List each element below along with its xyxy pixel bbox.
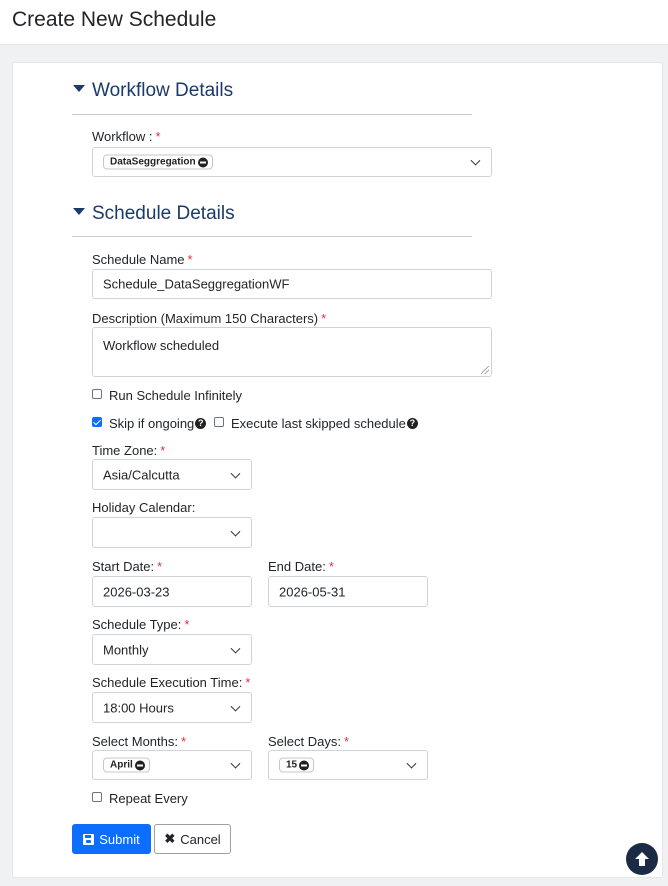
select-days-label: Select Days: * <box>268 734 350 749</box>
scroll-to-top-button[interactable] <box>626 843 658 875</box>
floppy-disk-icon <box>83 834 94 845</box>
remove-chip-icon[interactable] <box>198 157 208 167</box>
workflow-chip: DataSeggregation <box>103 155 213 170</box>
schedule-details-toggle[interactable] <box>73 203 235 225</box>
description-textarea[interactable]: Workflow scheduled <box>92 327 492 377</box>
chevron-down-icon <box>231 701 241 711</box>
schedule-name-label: Schedule Name * <box>92 252 193 267</box>
chevron-down-icon <box>231 643 241 653</box>
cancel-button[interactable]: ✖ Cancel <box>154 824 231 854</box>
chevron-down-icon <box>231 526 241 536</box>
workflow-select[interactable] <box>92 147 492 177</box>
execute-last-checkbox[interactable] <box>214 417 224 427</box>
schedule-type-label: Schedule Type: * <box>92 617 190 632</box>
schedule-details-title: Schedule Details <box>92 203 235 224</box>
holiday-calendar-select[interactable] <box>92 517 252 548</box>
caret-down-icon <box>73 85 85 92</box>
repeat-every-label: Repeat Every <box>109 791 188 806</box>
holiday-calendar-label: Holiday Calendar: <box>92 500 196 515</box>
month-chip: April <box>103 758 150 773</box>
timezone-select[interactable]: Asia/Calcutta <box>92 459 252 490</box>
execute-last-label: Execute last skipped schedule ? <box>231 416 418 431</box>
page-title: Create New Schedule <box>12 8 217 31</box>
section-divider <box>72 236 472 237</box>
remove-chip-icon[interactable] <box>299 760 309 770</box>
select-months-multiselect[interactable] <box>92 750 252 780</box>
timezone-label: Time Zone: * <box>92 443 166 458</box>
skip-ongoing-checkbox[interactable] <box>92 417 102 427</box>
help-icon[interactable]: ? <box>407 418 418 429</box>
chevron-down-icon <box>231 468 241 478</box>
chevron-down-icon <box>471 156 481 166</box>
day-chip: 15 <box>279 758 314 773</box>
times-icon: ✖ <box>164 831 176 846</box>
caret-down-icon <box>73 208 85 215</box>
repeat-every-checkbox[interactable] <box>92 792 102 802</box>
resize-handle-icon[interactable] <box>481 366 489 374</box>
top-bar <box>0 0 668 45</box>
workflow-details-toggle[interactable] <box>73 80 233 102</box>
schedule-name-input[interactable]: Schedule_DataSeggregationWF <box>92 269 492 299</box>
select-days-multiselect[interactable] <box>268 750 428 780</box>
remove-chip-icon[interactable] <box>135 760 145 770</box>
help-icon[interactable]: ? <box>195 418 206 429</box>
description-label: Description (Maximum 150 Characters) * <box>92 311 327 326</box>
run-infinitely-label: Run Schedule Infinitely <box>109 388 242 403</box>
workflow-details-title: Workflow Details <box>92 80 234 101</box>
arrow-up-icon <box>632 849 652 869</box>
chevron-down-icon <box>231 759 241 769</box>
run-infinitely-checkbox[interactable] <box>92 389 102 399</box>
chevron-down-icon <box>407 759 417 769</box>
workflow-label: Workflow : * <box>92 129 161 144</box>
end-date-input[interactable]: 2026-05-31 <box>268 576 428 607</box>
start-date-label: Start Date: * <box>92 559 163 574</box>
skip-ongoing-label: Skip if ongoing ? <box>109 416 206 431</box>
submit-button[interactable]: Submit <box>72 824 151 854</box>
execution-time-select[interactable]: 18:00 Hours <box>92 692 252 723</box>
section-divider <box>72 114 472 115</box>
start-date-input[interactable]: 2026-03-23 <box>92 576 252 607</box>
select-months-label: Select Months: * <box>92 734 187 749</box>
execution-time-label: Schedule Execution Time: * <box>92 675 251 690</box>
schedule-type-select[interactable]: Monthly <box>92 634 252 665</box>
end-date-label: End Date: * <box>268 559 334 574</box>
